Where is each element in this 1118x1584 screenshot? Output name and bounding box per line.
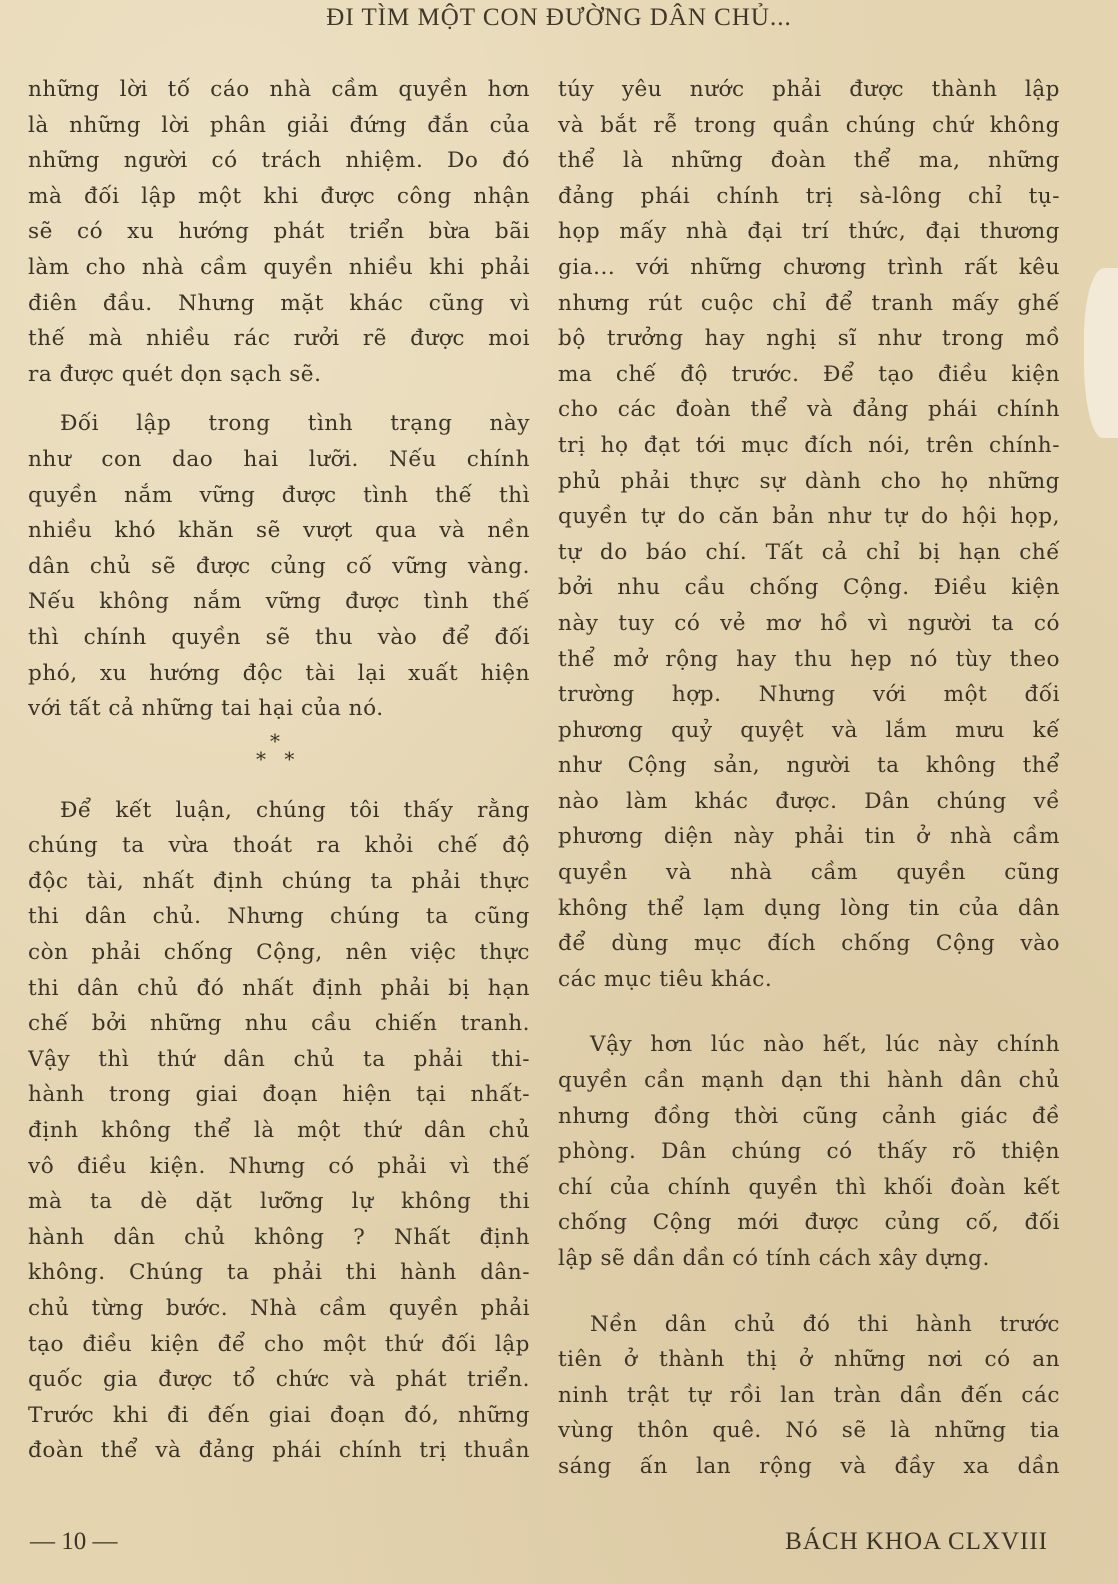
text-line: tiên ở thành thị ở những nơi có an (558, 1347, 1060, 1373)
text-line: chống Cộng mới được củng cố, đối (558, 1210, 1060, 1236)
text-line: bởi nhu cầu chống Cộng. Điều kiện (558, 575, 1060, 601)
text-line: gia... với những chương trình rất kêu (558, 254, 1060, 280)
text-line: phương diện này phải tin ở nhà cầm (558, 824, 1060, 850)
section-separator (28, 728, 530, 785)
text-line: Để kết luận, chúng tôi thấy rằng (60, 797, 530, 823)
text-line: phó, xu hướng độc tài lại xuất hiện (28, 660, 530, 686)
text-line: chí của chính quyền thì khối đoàn kết (558, 1174, 1060, 1200)
text-line: những người có trách nhiệm. Do đó (28, 148, 530, 174)
paragraph (28, 72, 530, 392)
paragraph-gap (558, 997, 1060, 1027)
text-line: quyền cần mạnh dạn thi hành dân chủ (558, 1068, 1060, 1094)
text-line: Trước khi đi đến giai đoạn đó, những (28, 1402, 530, 1428)
text-line: này tuy có vẻ mơ hồ vì người ta có (558, 610, 1060, 636)
text-line: bộ trưởng hay nghị sĩ như trong mồ (558, 326, 1060, 352)
text-line: thi dân chủ. Nhưng chúng ta cũng (28, 904, 530, 930)
text-line: phủ phải thực sự dành cho họ những (558, 468, 1060, 494)
text-line: điên đầu. Nhưng mặt khác cũng vì (28, 290, 530, 316)
text-line: Nếu không nắm vững được tình thế (28, 589, 530, 615)
asterism-bottom: * * (256, 746, 301, 771)
text-line: cho các đoàn thể và đảng phái chính (558, 397, 1060, 423)
text-line: thể mở rộng hay thu hẹp nó tùy theo (558, 646, 1060, 672)
text-line: thể là những đoàn thể ma, những (558, 148, 1060, 174)
text-line: phương quỷ quyệt và lắm mưu kế (558, 717, 1060, 743)
torn-paper-edge (1084, 268, 1118, 438)
text-line: nhưng đồng thời cũng cảnh giác đề (558, 1103, 1060, 1129)
text-line: quyền tự do căn bản như tự do hội họp, (558, 504, 1060, 530)
text-line: nhiều khó khăn sẽ vượt qua và nền (28, 518, 530, 544)
text-line: ninh trật tự rồi lan tràn dần đến các (558, 1382, 1060, 1408)
text-line: để dùng mục đích chống Cộng vào (558, 931, 1060, 957)
text-line: quyền nắm vững được tình thế thì (28, 482, 530, 508)
right-column (558, 72, 1060, 1485)
text-line: các mục tiêu khác. (558, 966, 773, 992)
text-line: mà đối lập một khi được công nhận (28, 183, 530, 209)
paragraph (28, 793, 530, 1469)
text-line: trường hợp. Nhưng với một đối (558, 682, 1060, 708)
text-line: định không thể là một thứ dân chủ (28, 1118, 530, 1144)
paragraph (558, 1307, 1060, 1485)
paragraph (28, 406, 530, 726)
text-line: Vậy hơn lúc nào hết, lúc này chính (590, 1032, 1060, 1058)
text-line: và bắt rễ trong quần chúng chứ không (558, 112, 1060, 138)
text-line: vùng thôn quê. Nó sẽ là những tia (558, 1418, 1060, 1444)
text-line: Đối lập trong tình trạng này (60, 411, 530, 437)
text-line: còn phải chống Cộng, nên việc thực (28, 940, 530, 966)
text-line: quyền và nhà cầm quyền cũng (558, 860, 1060, 886)
text-line: vô điều kiện. Nhưng có phải vì thế (28, 1153, 530, 1179)
page-number: — 10 — (30, 1528, 118, 1555)
left-column (28, 72, 530, 1469)
text-line: hành dân chủ không ? Nhất định (28, 1224, 530, 1250)
text-line: thì chính quyền sẽ thu vào để đối (28, 624, 530, 650)
text-line: phòng. Dân chúng có thấy rõ thiện (558, 1139, 1060, 1165)
text-line: đảng phái chính trị sà-lông chỉ tụ- (558, 183, 1060, 209)
asterism-top: * (270, 728, 281, 753)
paragraph-gap (28, 392, 530, 406)
text-line: túy yêu nước phải được thành lập (558, 77, 1060, 102)
text-line: Vậy thì thứ dân chủ ta phải thi- (28, 1046, 530, 1072)
text-line: chúng ta vừa thoát ra khỏi chế độ (28, 833, 530, 859)
text-line: chủ từng bước. Nhà cầm quyền phải (28, 1296, 530, 1321)
text-line: Nền dân chủ đó thi hành trước (590, 1311, 1060, 1337)
text-line: không thể lạm dụng lòng tin của dân (558, 895, 1060, 921)
paragraph-gap (558, 1277, 1060, 1307)
text-line: họp mấy nhà đại trí thức, đại thương (558, 219, 1060, 245)
text-line: sẽ có xu hướng phát triển bừa bãi (28, 219, 530, 245)
text-line: đoàn thể và đảng phái chính trị thuần (28, 1438, 530, 1464)
text-line: thi dân chủ đó nhất định phải bị hạn (28, 975, 530, 1001)
text-line: nào làm khác được. Dân chúng về (558, 788, 1060, 814)
text-line: trị họ đạt tới mục đích nói, trên chính- (558, 432, 1060, 458)
paragraph (558, 1027, 1060, 1276)
text-line: dân chủ sẽ được củng cố vững vàng. (28, 553, 530, 579)
text-line: lập sẽ dần dần có tính cách xây dựng. (558, 1246, 990, 1271)
text-line: thế mà nhiều rác rưởi rẽ được moi (28, 326, 530, 352)
text-line: như con dao hai lưỡi. Nếu chính (28, 446, 530, 472)
text-line: mà ta dè dặt lưỡng lự không thi (28, 1189, 530, 1215)
text-line: ma chế độ trước. Để tạo điều kiện (558, 361, 1060, 387)
text-line: ra được quét dọn sạch sẽ. (28, 361, 322, 387)
running-header: ĐI TÌM MỘT CON ĐƯỜNG DÂN CHỦ... (326, 4, 792, 31)
text-line: như Cộng sản, người ta không thể (558, 753, 1060, 779)
text-line: nhưng rút cuộc chỉ để tranh mấy ghế (558, 290, 1060, 316)
text-line: hành trong giai đoạn hiện tại nhất- (28, 1082, 530, 1108)
text-line: làm cho nhà cầm quyền nhiều khi phải (28, 254, 530, 280)
text-line: quốc gia được tổ chức và phát triển. (28, 1367, 530, 1393)
text-line: tự do báo chí. Tất cả chỉ bị hạn chế (558, 539, 1060, 565)
text-line: độc tài, nhất định chúng ta phải thực (28, 868, 530, 894)
text-line: không. Chúng ta phải thi hành dân- (28, 1260, 530, 1286)
text-line: tạo điều kiện để cho một thứ đối lập (28, 1331, 530, 1357)
text-line: những lời tố cáo nhà cầm quyền hơn (28, 77, 530, 102)
text-line: là những lời phân giải đứng đắn của (28, 112, 530, 138)
text-line: với tất cả những tai hại của nó. (28, 696, 384, 722)
publication-name: BÁCH KHOA CLXVIII (785, 1528, 1048, 1555)
paragraph (558, 72, 1060, 997)
text-line: chế bởi những nhu cầu chiến tranh. (28, 1011, 530, 1037)
text-line: sáng ấn lan rộng và đầy xa dần (558, 1453, 1060, 1479)
